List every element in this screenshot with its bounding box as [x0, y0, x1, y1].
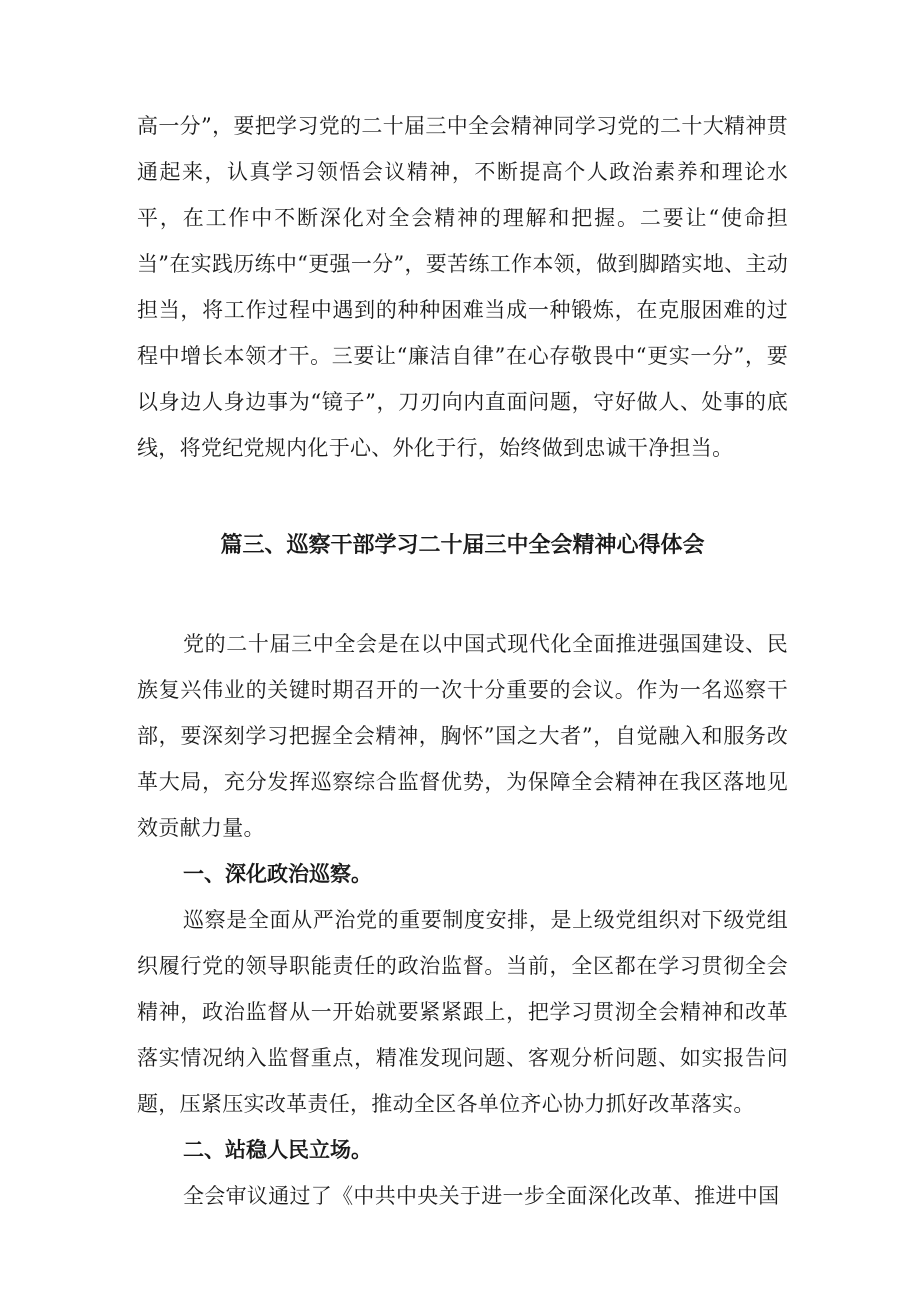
document-page: [137, 103, 788, 1219]
heading-people-stance: 二、站稳人民立场。: [183, 1138, 372, 1162]
intro-paragraph: 党的二十届三中全会是在以中国式现代化全面推进强国建设、民族复兴伟业的关键时期召开的一次十分重要的会议。作为一名巡察干部，要深刻学习把握全会精神，胸怀”国之大者”，自觉融入和服务改革大局，充分发挥巡察综合监督优势，为保障全会精神在我区落地见效贡献力量。: [137, 632, 788, 840]
heading-political-inspection: 一、深化政治巡察。: [183, 862, 372, 886]
paragraph-political-inspection: 巡察是全面从严治党的重要制度安排，是上级党组织对下级党组织履行党的领导职能责任的政治监督。当前，全区都在学习贯彻全会精神，政治监督从一开始就要紧紧跟上，把学习贯沏全会精神和改革落实情况纳入监督重点，精准发现问题、客观分析问题、如实报告问题，压紧压实改革责任，推动全区各单位齐心协力抓好改革落实。: [137, 908, 788, 1116]
continuation-paragraph: 高一分”，要把学习党的二十届三中全会精神同学习党的二十大精神贯通起来，认真学习领悟会议精神，不断提高个人政治素养和理论水平，在工作中不断深化对全会精神的理解和把握。二要让“使命担当”在实践历练中“更强一分”，要苦练工作本领，做到脚踏实地、主动担当，将工作过程中遇到的种种困难当成一种锻炼，在克服困难的过程中增长本领才干。三要让“廉洁自律”在心存敬畏中“更实一分”，要以身边人身边事为“镜子”，刀刃向内直面问题，守好做人、处事的底线，将党纪党规内化于心、外化于行，始终做到忠诚干净担当。: [137, 114, 788, 460]
paragraph-people-stance: 全会审议通过了《中共中央关于进一步全面深化改革、推进中国: [183, 1184, 780, 1208]
section-title: 篇三、巡察干部学习二十届三中全会精神心得体会: [220, 533, 705, 558]
